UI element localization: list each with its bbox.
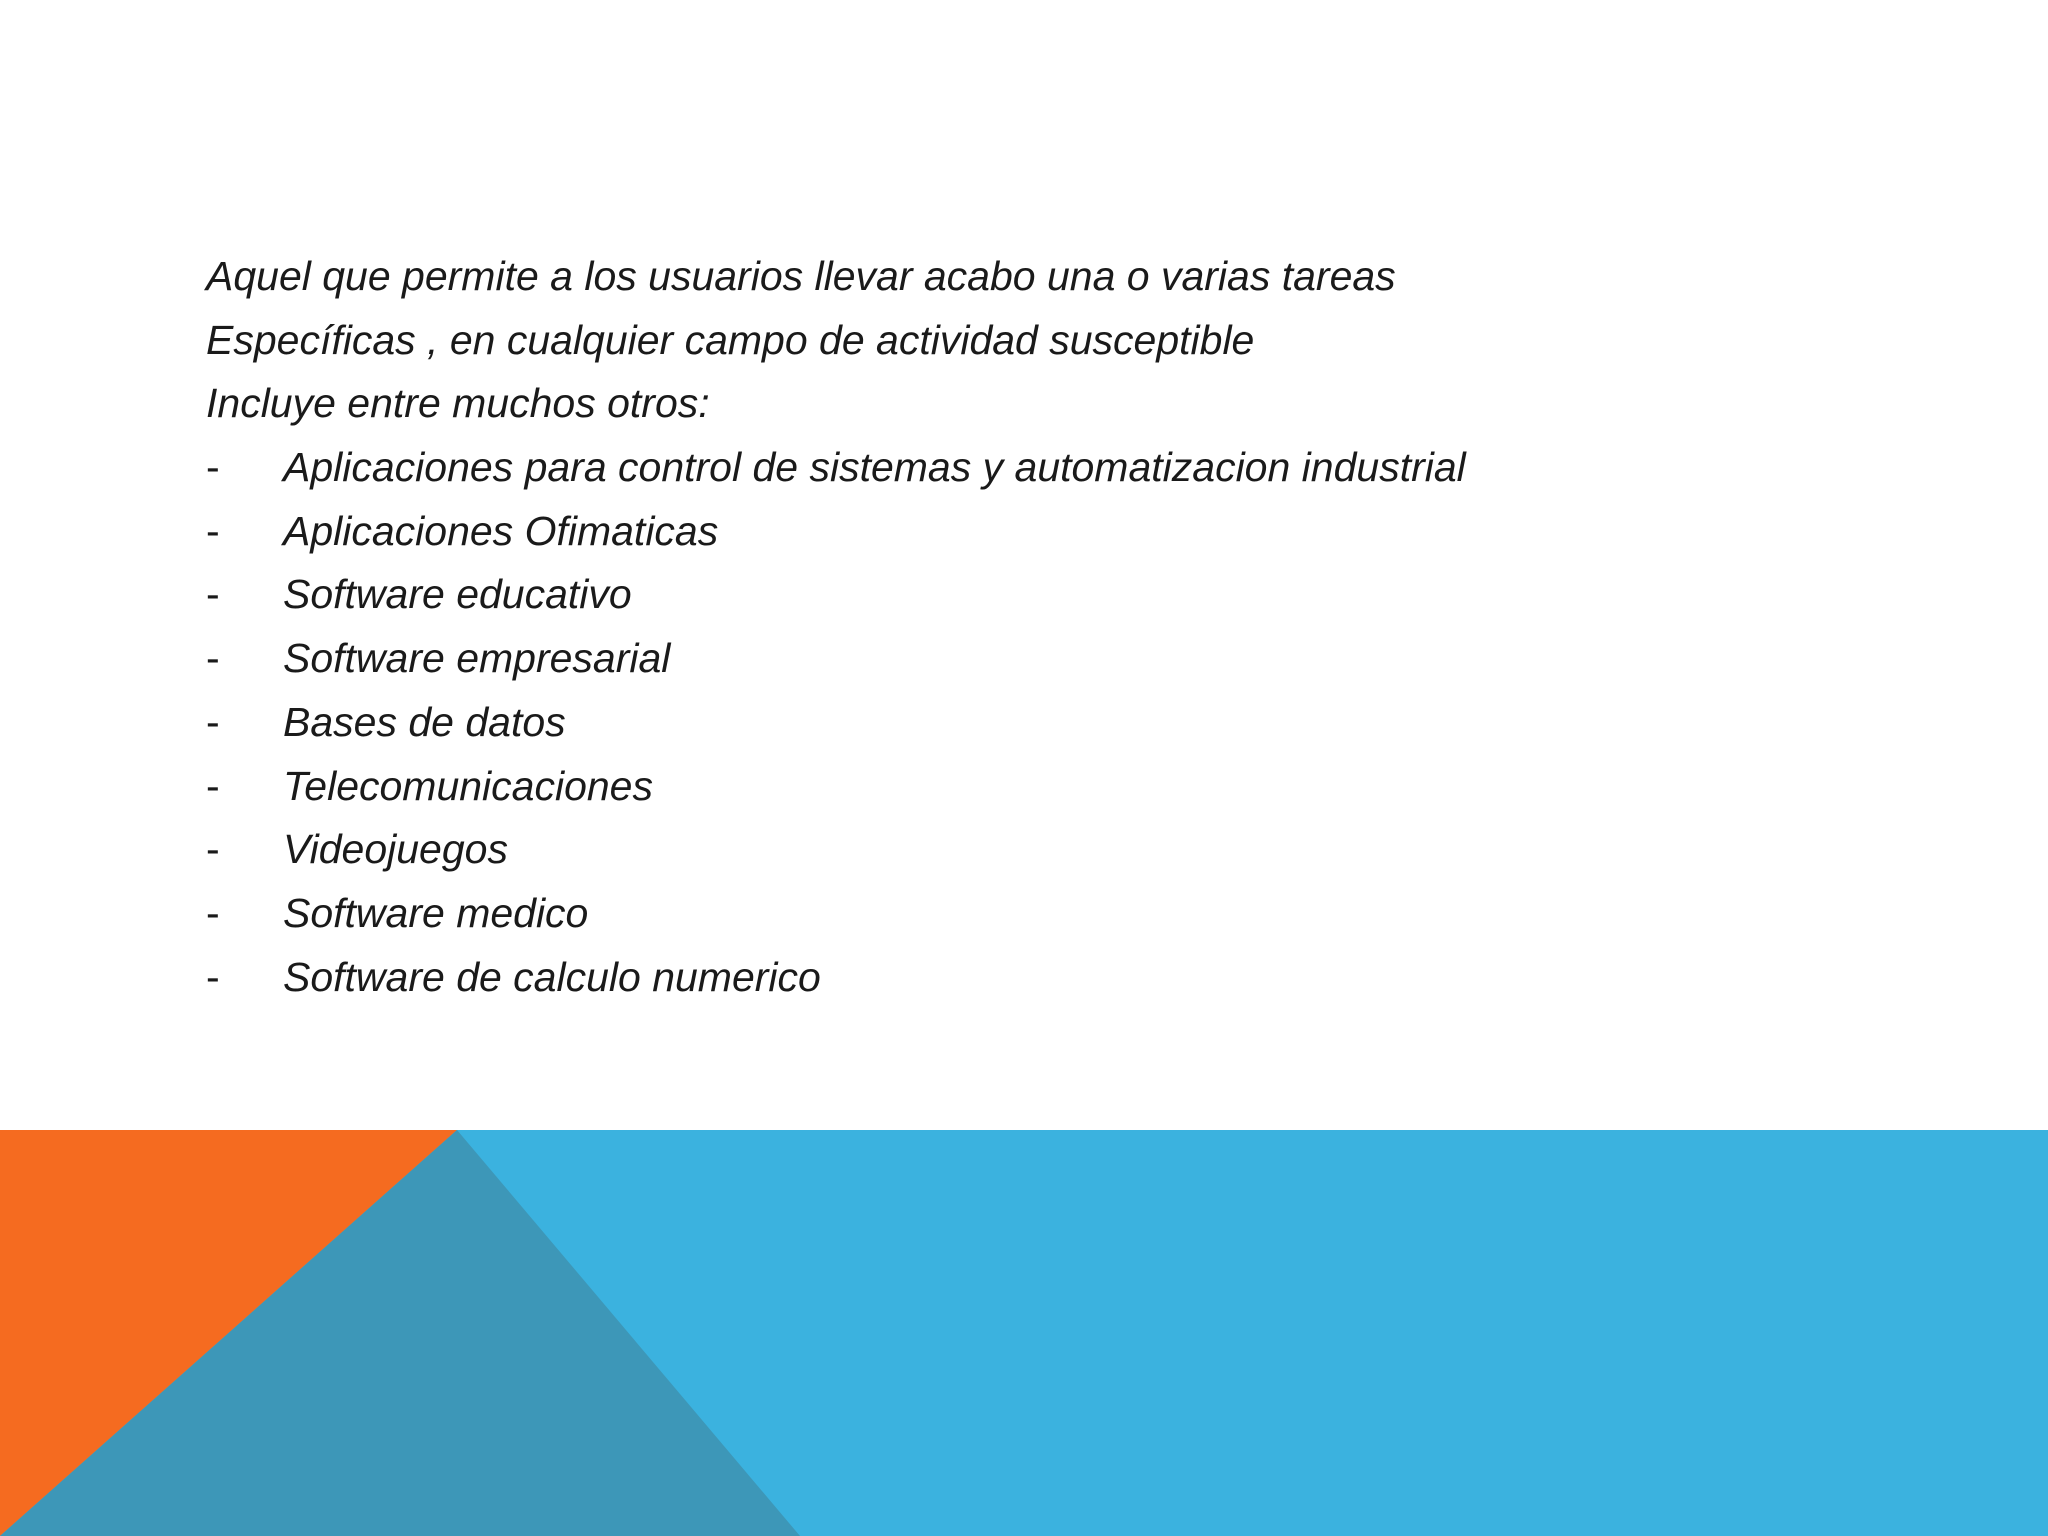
bullet-marker: - — [206, 889, 220, 936]
bullet-marker: - — [206, 571, 220, 618]
bullet-text: Videojuegos — [283, 826, 508, 873]
bullet-text: Aplicaciones Ofimaticas — [283, 507, 719, 554]
bullet-item — [206, 500, 1906, 564]
intro-line: Específicas , en cualquier campo de actividad susceptible — [206, 316, 1255, 363]
bullet-text: Software medico — [283, 889, 589, 936]
bullet-text: Telecomunicaciones — [283, 762, 653, 809]
bullet-marker: - — [206, 444, 220, 491]
bullet-marker: - — [206, 953, 220, 1000]
slide-body-text — [206, 245, 1906, 1009]
bullet-marker: - — [206, 762, 220, 809]
bullet-marker: - — [206, 507, 220, 554]
bullet-item — [206, 882, 1906, 946]
bullet-text: Aplicaciones para control de sistemas y automatizacion industrial — [283, 444, 1466, 491]
bullet-item — [206, 755, 1906, 819]
bullet-item — [206, 818, 1906, 882]
bullet-item — [206, 563, 1906, 627]
intro-line: Incluye entre muchos otros: — [206, 380, 710, 427]
intro-line: Aquel que permite a los usuarios llevar acabo una o varias tareas — [206, 253, 1396, 299]
bullet-marker: - — [206, 698, 220, 745]
footer-shapes — [0, 1130, 2048, 1536]
bullet-item — [206, 946, 1906, 1010]
bullet-text: Software empresarial — [283, 635, 671, 682]
bullet-text: Software de calculo numerico — [283, 953, 821, 1000]
decorative-footer-band — [0, 1130, 2048, 1536]
bullet-item — [206, 436, 1906, 500]
bullet-text: Bases de datos — [283, 698, 566, 745]
bullet-marker: - — [206, 635, 220, 682]
bullet-marker: - — [206, 826, 220, 873]
bullet-item — [206, 691, 1906, 755]
bullet-item — [206, 627, 1906, 691]
bullet-text: Software educativo — [283, 571, 632, 618]
